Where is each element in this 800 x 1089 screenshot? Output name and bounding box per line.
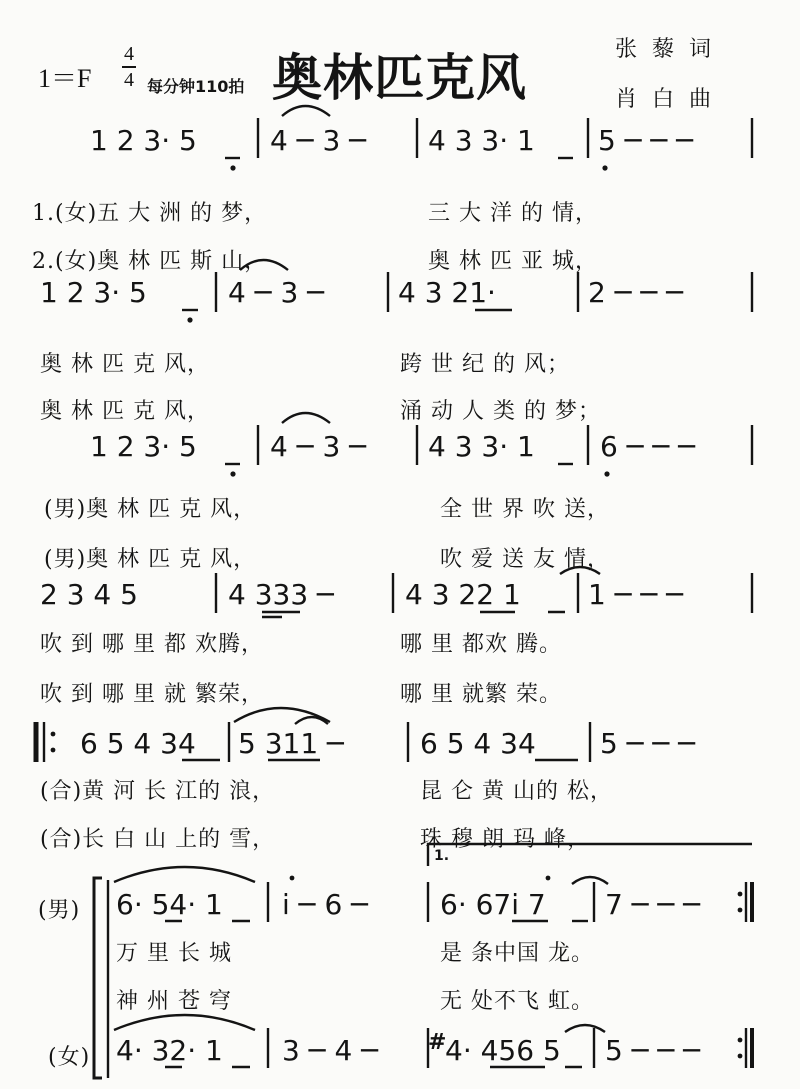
row6-measure2: i ─ 6 ─	[282, 888, 369, 921]
lyric-line-7b: 哪 里 都欢 腾。	[400, 632, 562, 657]
lyric-line-7a: 吹 到 哪 里 都 欢腾，	[40, 632, 264, 657]
tempo-marking: 每分钟110拍	[147, 77, 245, 96]
volta-bracket	[428, 844, 752, 866]
row2-measure3: 4 3 21·	[398, 276, 496, 309]
row1-measure1: 1 2 3· 5	[90, 124, 197, 157]
row1-measure4: 5 ─ ─ ─	[598, 124, 694, 157]
row2-measure1: 1 2 3· 5	[40, 276, 147, 309]
repeat-dot	[738, 908, 743, 913]
lyric-line-2b: 奥 林 匹 亚 城，	[428, 249, 598, 274]
row7-measure2: 3 ─ 4 ─	[282, 1034, 379, 1067]
composer-credit: 肖 白 曲	[615, 87, 715, 112]
low-octave-dot	[604, 471, 609, 476]
key-signature: 1＝F	[38, 64, 92, 93]
lyric-line-12b: 无 处不飞 虹。	[440, 989, 594, 1014]
row6-measure3: 6· 67i 7	[440, 888, 546, 921]
row4-measure4: 1 ─ ─ ─	[588, 578, 684, 611]
system-bracket	[94, 878, 102, 1078]
lyric-line-5b: 全 世 界 吹 送，	[440, 497, 610, 522]
row7-measure1: 4· 32· 1	[116, 1034, 223, 1067]
lyric-line-8a: 吹 到 哪 里 就 繁荣，	[40, 682, 264, 707]
row5-measure3: 6 5 4 34	[420, 727, 536, 760]
high-octave-dot	[290, 876, 295, 881]
low-octave-dot	[230, 471, 235, 476]
slur	[114, 867, 255, 882]
lyric-line-8b: 哪 里 就繁 荣。	[400, 682, 562, 707]
tie	[560, 567, 600, 574]
row2-measure2: 4 ─ 3 ─	[228, 276, 325, 309]
lyric-line-3b: 跨 世 纪 的 风；	[400, 352, 570, 377]
lyric-line-4b: 涌 动 人 类 的 梦；	[400, 399, 601, 424]
lyric-line-10b: 珠 穆 朗 玛 峰，	[420, 827, 590, 852]
lyric-line-11b: 是 条中国 龙。	[440, 941, 594, 966]
row7-measure3: 4· 456 5	[445, 1034, 561, 1067]
repeat-dot	[738, 892, 743, 897]
row7-measure4: 5 ─ ─ ─	[605, 1034, 701, 1067]
row3-measure2: 4 ─ 3 ─	[270, 430, 367, 463]
row6-measure4: 7 ─ ─ ─	[605, 888, 701, 921]
sharp-sign: #	[428, 1030, 447, 1055]
row3-measure4: 6 ─ ─ ─	[600, 430, 696, 463]
row5-measure1: 6 5 4 34	[80, 727, 196, 760]
row4-measure3: 4 3 22 1	[405, 578, 521, 611]
tie	[565, 1025, 605, 1032]
row6-measure1: 6· 54· 1	[116, 888, 223, 921]
lyric-line-3a: 奥 林 匹 克 风，	[40, 352, 210, 377]
lyricist-credit: 张 藜 词	[615, 37, 715, 62]
time-denominator: 4	[124, 69, 134, 91]
row4-measure1: 2 3 4 5	[40, 578, 138, 611]
male-part-label: (男)	[38, 898, 81, 923]
row5-measure2: 5 311 ─	[238, 727, 344, 760]
lyric-line-11a: 万 里 长 城	[116, 941, 232, 966]
tie	[572, 877, 608, 884]
slur	[282, 106, 330, 116]
lyric-line-1a: 1.(女)五 大 洲 的 梦，	[32, 201, 268, 226]
volta-label: 1.	[434, 848, 450, 864]
lyric-line-6b: 吹 爱 送 友 情，	[440, 547, 610, 572]
row1-measure2: 4 ─ 3 ─	[270, 124, 367, 157]
row1-measure3: 4 3 3· 1	[428, 124, 535, 157]
lyric-line-1b: 三 大 洋 的 情，	[428, 201, 598, 226]
lyric-line-4a: 奥 林 匹 克 风，	[40, 399, 210, 424]
female-part-label: (女)	[48, 1045, 91, 1070]
lyric-line-9a: (合)黄 河 长 江的 浪，	[40, 779, 276, 804]
row4-measure2: 4 333 ─	[228, 578, 334, 611]
slur	[234, 708, 330, 722]
slur	[282, 413, 330, 423]
low-octave-dot	[187, 317, 192, 322]
repeat-dot	[51, 748, 56, 753]
lyric-line-5a: (男)奥 林 匹 克 风，	[44, 497, 257, 522]
row5-measure4: 5 ─ ─ ─	[600, 727, 696, 760]
lyric-line-12a: 神 州 苍 穹	[116, 989, 232, 1014]
lyric-line-9b: 昆 仑 黄 山的 松，	[420, 779, 613, 804]
lyric-line-6a: (男)奥 林 匹 克 风，	[44, 547, 257, 572]
lyric-line-2a: 2.(女)奥 林 匹 斯 山，	[32, 249, 268, 274]
slur	[240, 260, 288, 270]
low-octave-dot	[230, 165, 235, 170]
row2-measure4: 2 ─ ─ ─	[588, 276, 684, 309]
repeat-dot	[51, 732, 56, 737]
repeat-dot	[738, 1054, 743, 1059]
time-numerator: 4	[124, 43, 134, 65]
high-octave-dot	[546, 876, 551, 881]
low-octave-dot	[602, 165, 607, 170]
row3-measure3: 4 3 3· 1	[428, 430, 535, 463]
row3-measure1: 1 2 3· 5	[90, 430, 197, 463]
repeat-dot	[738, 1038, 743, 1043]
slur	[114, 1015, 255, 1030]
lyric-line-10a: (合)长 白 山 上的 雪，	[40, 827, 276, 852]
song-title: 奥林匹克风	[272, 49, 527, 107]
